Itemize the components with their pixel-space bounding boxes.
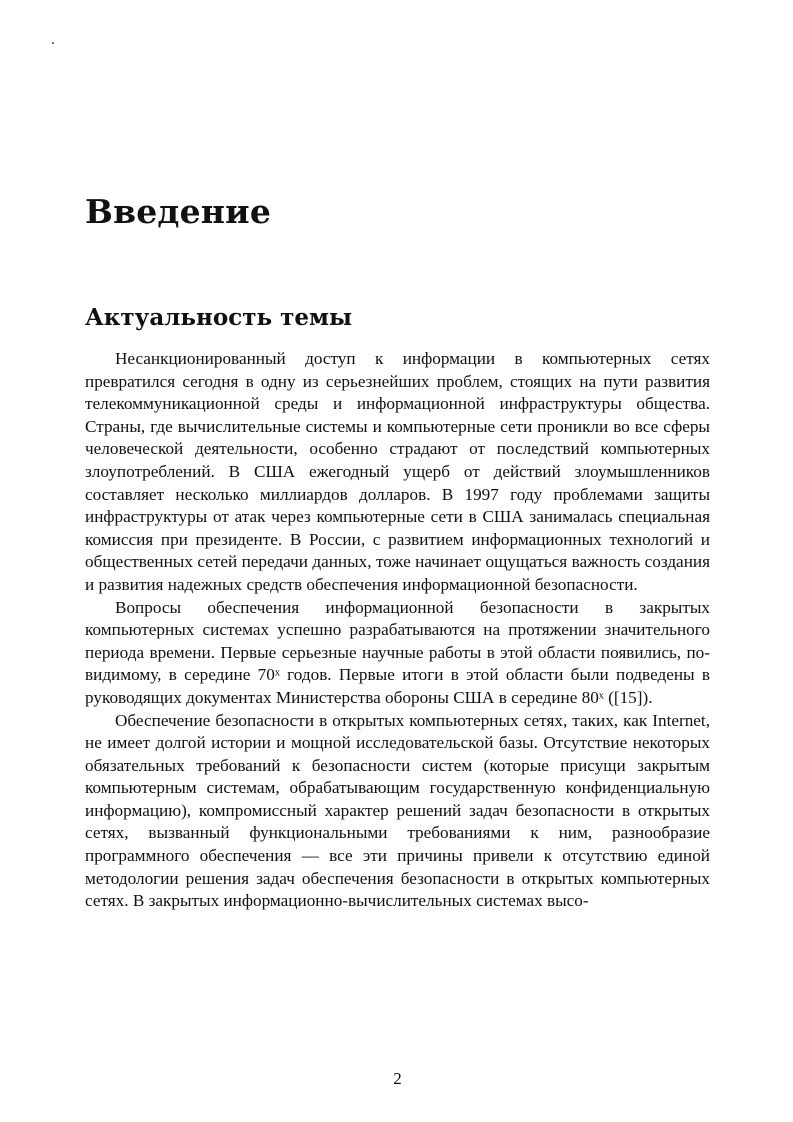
scan-speck bbox=[52, 42, 54, 44]
page-number: 2 bbox=[393, 1069, 402, 1088]
document-page bbox=[85, 0, 710, 1122]
chapter-title: Введение bbox=[85, 192, 272, 231]
section-title: Актуальность темы bbox=[85, 304, 353, 331]
body-text bbox=[85, 348, 710, 913]
paragraph-2: Вопросы обеспечения информационной безопасности в закрытых компьютерных системах успешно разрабатываются на протяжении значительного периода времени. Первые серьезные научные работы в этой области появились, по-видимому, в середине 70ˣ годов. Первые итоги в этой области были подведены в руководящих документах Министерства обороны США в середине 80ˣ ([15]). bbox=[85, 597, 710, 707]
paragraph-1: Несанкционированный доступ к информации в компьютерных сетях превратился сегодня в одну из серьезнейших проблем, стоящих на пути развития телекоммуникационной среды и информационной инфраструктуры общества. Страны, где вычислительные системы и компьютерные сети проникли во все сферы человеческой деятельности, особенно страдают от последствий компьютерных злоупотреблений. В США ежегодный ущерб от действий злоумышленников составляет несколько миллиардов долларов. В 1997 году проблемами защиты инфраструктуры от атак через компьютерные сети в США занималась специальная комиссия при президенте. В России, с развитием информационных технологий и общественных сетей передачи данных, тоже начинает ощущаться важность создания и развития надежных средств обеспечения информационной безопасности. bbox=[85, 349, 710, 594]
paragraph-3: Обеспечение безопасности в открытых компьютерных сетях, таких, как Internet, не имеет долгой истории и мощной исследовательской базы. Отсутствие некоторых обязательных требований к безопасности систем (которые присущи закрытым компьютерным системам, обрабатывающим государственную конфиденциальную информацию), компромиссный характер решений задач безопасности в открытых сетях, вызванный функциональными требованиями к ним, разнообразие программного обеспечения — все эти причины привели к отсутствию единой методологии решения задач обеспечения безопасности в открытых компьютерных сетях. В закрытых информационно-вычислительных системах высо- bbox=[85, 710, 710, 911]
